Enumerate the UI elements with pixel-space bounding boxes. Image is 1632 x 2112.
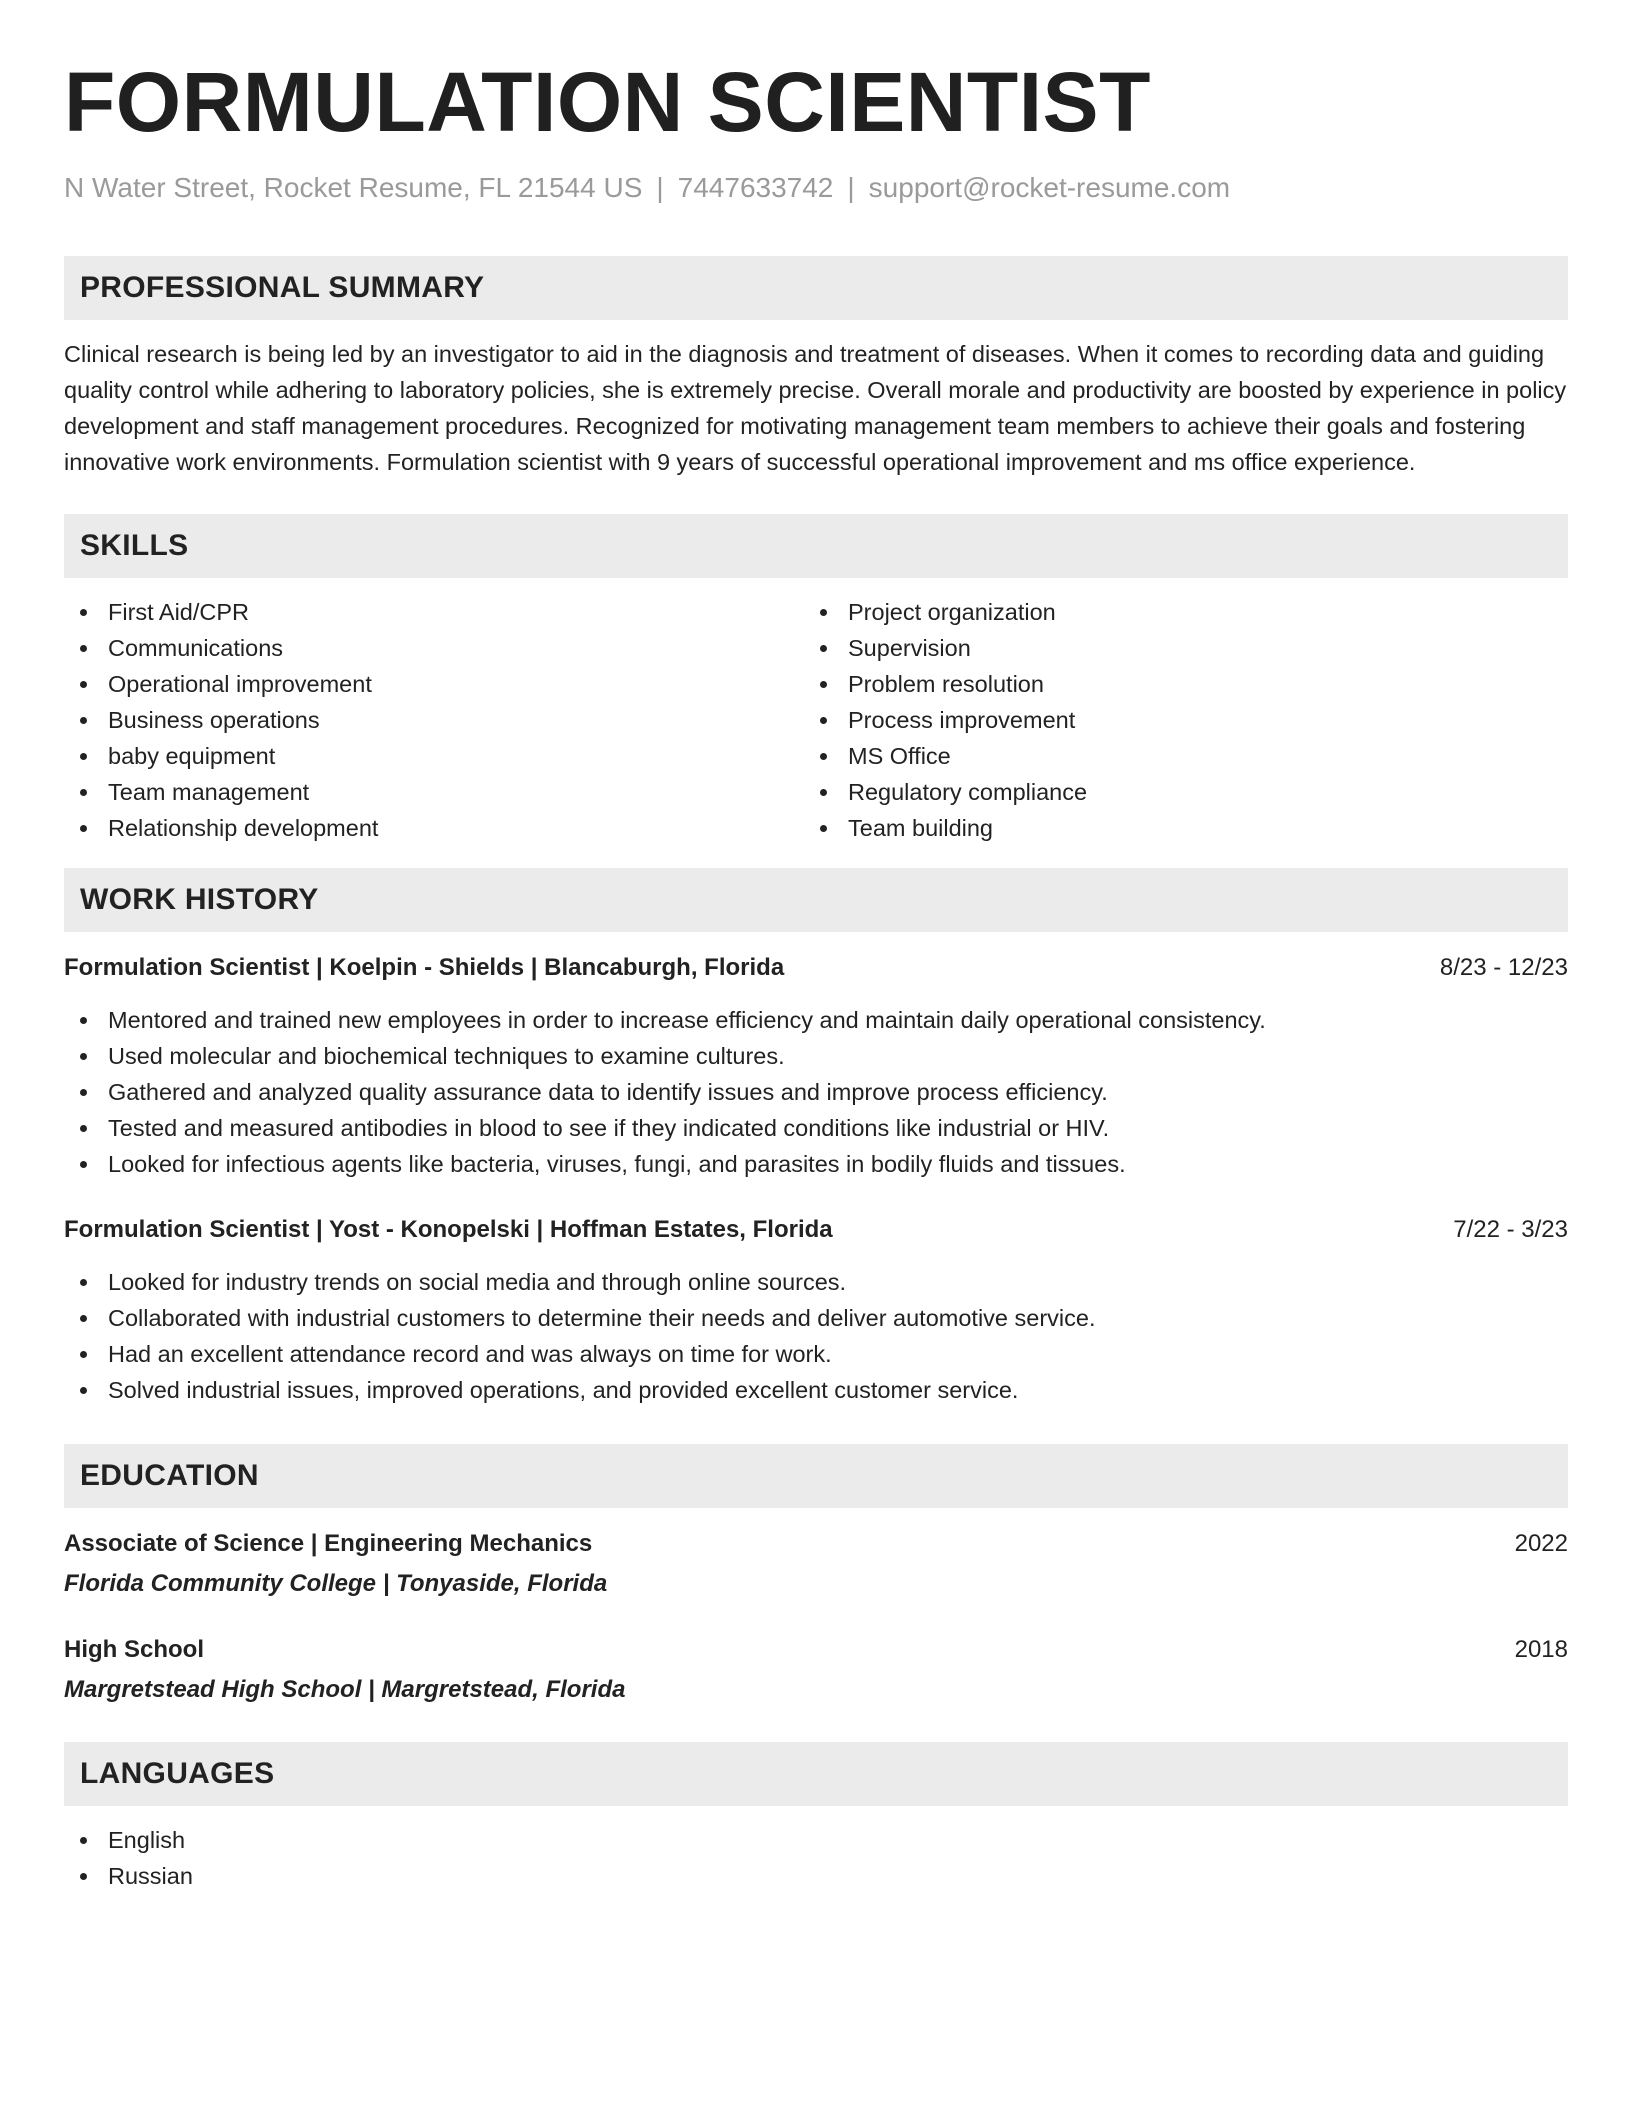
skill-label: Relationship development <box>108 815 379 841</box>
skill-label: Team building <box>848 815 994 841</box>
education-header <box>64 1632 1568 1668</box>
education-year: 2018 <box>1514 1636 1568 1663</box>
job-bullet-text: Gathered and analyzed quality assurance data to identify issues and improve process efficiency. <box>108 1079 1108 1105</box>
section-header-summary: PROFESSIONAL SUMMARY <box>64 256 1568 320</box>
job-header <box>64 1212 1568 1248</box>
job-bullet <box>64 1300 1568 1336</box>
job-bullet <box>64 1146 1568 1182</box>
job-bullet-text: Tested and measured antibodies in blood to see if they indicated conditions like industrial or HIV. <box>108 1115 1110 1141</box>
education-school: Florida Community College | Tonyaside, Florida <box>64 1570 608 1597</box>
resume-name: FORMULATION SCIENTIST <box>64 55 1151 149</box>
skill-label: Project organization <box>848 599 1056 625</box>
skill-item <box>804 738 1544 774</box>
skill-label: First Aid/CPR <box>108 599 250 625</box>
contact-address: N Water Street, Rocket Resume, FL 21544 US <box>64 172 643 203</box>
languages-list <box>64 1822 1568 1894</box>
bullet-icon <box>80 789 87 796</box>
skill-item <box>64 630 804 666</box>
job-bullet-text: Looked for industry trends on social media and through online sources. <box>108 1269 847 1295</box>
bullet-icon <box>820 825 827 832</box>
section-header-skills: SKILLS <box>64 514 1568 578</box>
contact-line <box>64 170 1568 206</box>
bullet-icon <box>80 825 87 832</box>
job-bullet <box>64 1002 1568 1038</box>
language-label: Russian <box>108 1863 193 1889</box>
bullet-icon <box>820 609 827 616</box>
job-bullet <box>64 1038 1568 1074</box>
education-school: Margretstead High School | Margretstead, Florida <box>64 1676 626 1703</box>
bullet-icon <box>80 753 87 760</box>
skill-item <box>804 774 1544 810</box>
bullet-icon <box>80 1017 87 1024</box>
job-bullet-text: Had an excellent attendance record and was always on time for work. <box>108 1341 832 1367</box>
skill-item <box>804 810 1544 846</box>
bullet-icon <box>80 645 87 652</box>
skill-label: Business operations <box>108 707 320 733</box>
skill-item <box>64 738 804 774</box>
bullet-icon <box>80 681 87 688</box>
section-header-education: EDUCATION <box>64 1444 1568 1508</box>
bullet-icon <box>820 681 827 688</box>
skill-label: Team management <box>108 779 310 805</box>
job-entry <box>64 1212 1568 1408</box>
bullet-icon <box>820 789 827 796</box>
section-header-work-history: WORK HISTORY <box>64 868 1568 932</box>
job-title: Formulation Scientist | Yost - Konopelski | Hoffman Estates, Florida <box>64 1216 833 1243</box>
bullet-icon <box>80 1279 87 1286</box>
bullet-icon <box>80 1053 87 1060</box>
bullet-icon <box>80 1351 87 1358</box>
job-dates: 8/23 - 12/23 <box>1439 954 1568 981</box>
contact-email: support@rocket-resume.com <box>868 172 1231 203</box>
skill-item <box>64 810 804 846</box>
skill-item <box>804 630 1544 666</box>
skills-column-right <box>804 594 1544 846</box>
skill-label: Operational improvement <box>108 671 372 697</box>
bullet-icon <box>820 717 827 724</box>
bullet-icon <box>80 1125 87 1132</box>
job-bullet-text: Solved industrial issues, improved operations, and provided excellent customer service. <box>108 1377 1019 1403</box>
contact-separator: | <box>847 172 855 203</box>
education-header <box>64 1526 1568 1562</box>
language-item <box>64 1822 1568 1858</box>
bullet-icon <box>80 1837 87 1844</box>
skill-label: Problem resolution <box>848 671 1044 697</box>
job-dates: 7/22 - 3/23 <box>1453 1216 1568 1243</box>
bullet-icon <box>80 609 87 616</box>
education-entry <box>64 1632 1568 1708</box>
contact-phone: 7447633742 <box>677 172 834 203</box>
language-item <box>64 1858 1568 1894</box>
bullet-icon <box>80 1315 87 1322</box>
job-bullets <box>64 1264 1568 1408</box>
job-bullet-text: Mentored and trained new employees in order to increase efficiency and maintain daily operational consistency. <box>108 1007 1266 1033</box>
bullet-icon <box>80 717 87 724</box>
skill-label: Communications <box>108 635 284 661</box>
skill-item <box>64 702 804 738</box>
bullet-icon <box>80 1161 87 1168</box>
job-bullet <box>64 1372 1568 1408</box>
bullet-icon <box>820 645 827 652</box>
bullet-icon <box>80 1089 87 1096</box>
skill-item <box>64 594 804 630</box>
job-bullet <box>64 1074 1568 1110</box>
bullet-icon <box>80 1387 87 1394</box>
job-title: Formulation Scientist | Koelpin - Shields | Blancaburgh, Florida <box>64 954 785 981</box>
job-bullet <box>64 1264 1568 1300</box>
job-bullet-text: Looked for infectious agents like bacteria, viruses, fungi, and parasites in bodily fluids and tissues. <box>108 1151 1126 1177</box>
skill-label: Process improvement <box>848 707 1076 733</box>
summary-text: Clinical research is being led by an investigator to aid in the diagnosis and treatment of diseases. When it comes to recording data and guiding quality control while adhering to laboratory policies, she is extremely precise. Overall morale and productivity are boosted by experience in policy development and staff management procedures. Recognized for motivating management team members to achieve their goals and fostering innovative work environments. Formulation scientist with 9 years of successful operational improvement and ms office experience. <box>64 341 1567 475</box>
job-bullet <box>64 1110 1568 1146</box>
education-entry <box>64 1526 1568 1602</box>
skill-item <box>804 594 1544 630</box>
skill-label: Regulatory compliance <box>848 779 1088 805</box>
job-bullet-text: Collaborated with industrial customers to determine their needs and deliver automotive service. <box>108 1305 1096 1331</box>
skill-label: baby equipment <box>108 743 276 769</box>
education-degree: Associate of Science | Engineering Mechanics <box>64 1530 593 1557</box>
language-label: English <box>108 1827 186 1853</box>
bullet-icon <box>80 1873 87 1880</box>
education-degree: High School <box>64 1636 204 1663</box>
job-entry <box>64 950 1568 1182</box>
job-bullet <box>64 1336 1568 1372</box>
education-year: 2022 <box>1514 1530 1568 1557</box>
skill-label: Supervision <box>848 635 971 661</box>
job-bullets <box>64 1002 1568 1182</box>
skill-item <box>64 666 804 702</box>
skills-grid <box>64 594 1568 846</box>
section-header-languages: LANGUAGES <box>64 1742 1568 1806</box>
skill-item <box>64 774 804 810</box>
bullet-icon <box>820 753 827 760</box>
job-header <box>64 950 1568 986</box>
contact-separator: | <box>656 172 664 203</box>
job-bullet-text: Used molecular and biochemical techniques to examine cultures. <box>108 1043 785 1069</box>
skill-item <box>804 666 1544 702</box>
skill-item <box>804 702 1544 738</box>
skill-label: MS Office <box>848 743 951 769</box>
skills-column-left <box>64 594 804 846</box>
